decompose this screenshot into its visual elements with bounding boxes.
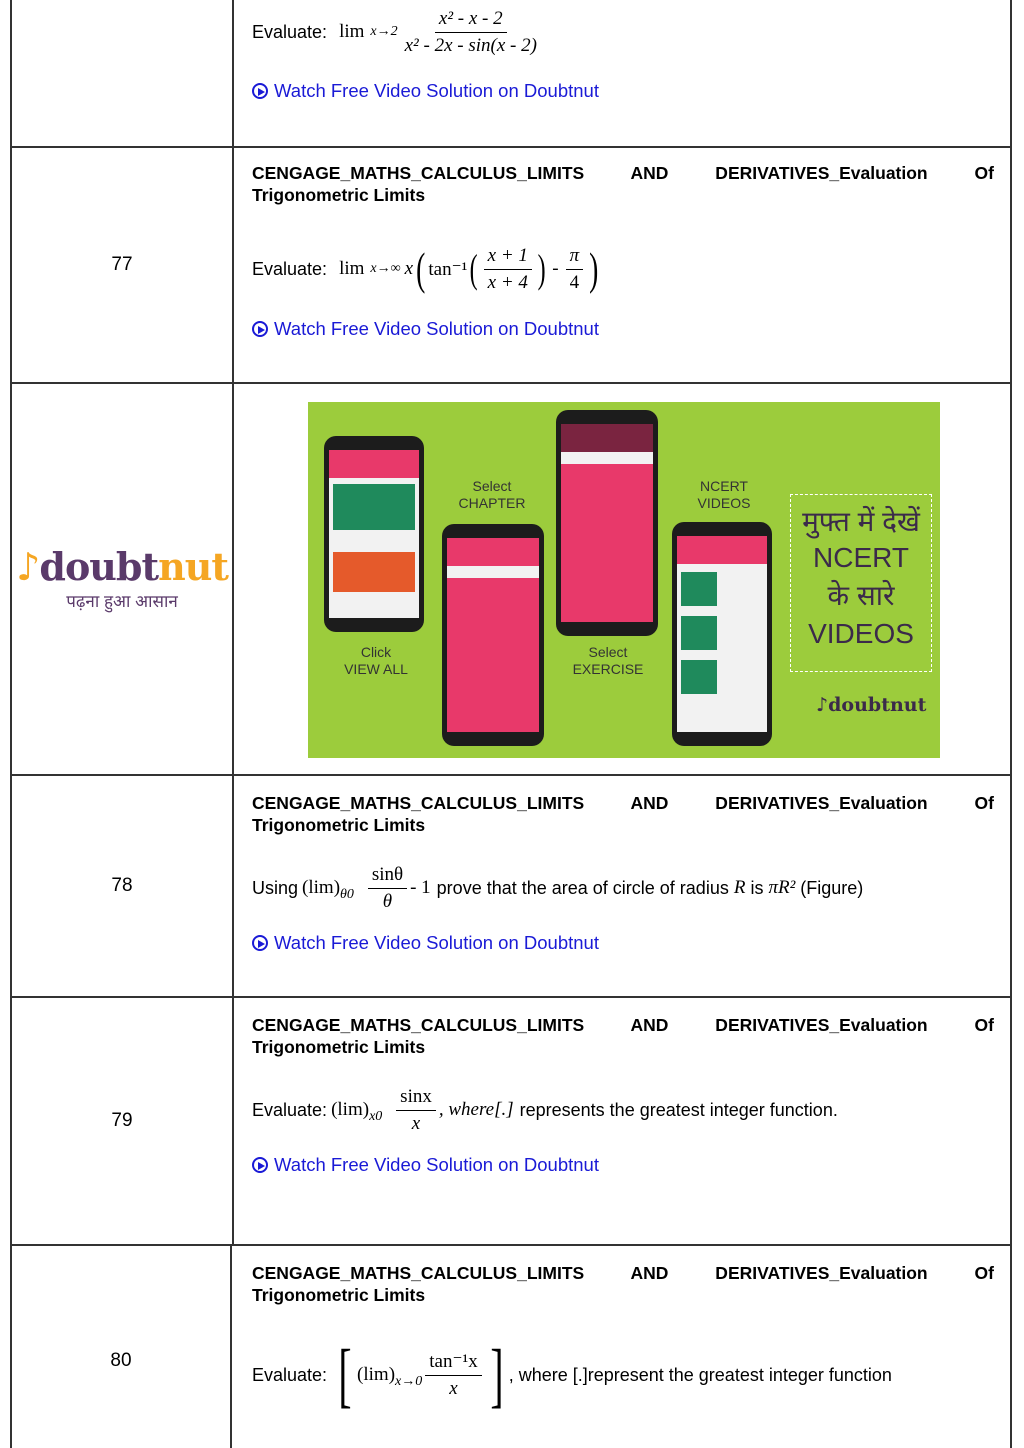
lim-symbol: (lim) xyxy=(331,1099,370,1120)
close-paren: ) xyxy=(589,243,599,294)
question-heading xyxy=(252,792,994,836)
watch-video-label: Watch Free Video Solution on Doubtnut xyxy=(274,80,599,101)
row-number: 78 xyxy=(12,776,234,996)
question-end: (Figure) xyxy=(800,877,864,898)
logo-d-icon: ♪ xyxy=(16,543,40,589)
label-chapter: CHAPTER xyxy=(458,495,526,511)
variable-x: x xyxy=(404,258,414,279)
fraction-denominator: θ xyxy=(382,890,393,912)
play-circle-icon xyxy=(252,83,268,99)
question-heading xyxy=(252,162,994,206)
lim-subscript: x→∞ xyxy=(370,261,401,276)
question-prefix: Evaluate: xyxy=(252,21,328,42)
table-row xyxy=(10,998,1012,1246)
hindi-line-2: NCERT xyxy=(813,542,909,573)
phone-exercise-mockup xyxy=(556,410,658,636)
label-exercise: EXERCISE xyxy=(572,661,644,677)
question-end: represents the greatest integer function. xyxy=(519,1099,838,1120)
pi-numerator: π xyxy=(566,245,584,270)
question-heading xyxy=(252,1262,994,1306)
watch-video-link[interactable] xyxy=(252,80,599,102)
fraction-numerator: tan⁻¹x xyxy=(425,1351,481,1376)
fraction-denominator: x xyxy=(411,1112,421,1134)
watch-video-label: Watch Free Video Solution on Doubtnut xyxy=(274,1154,599,1175)
lim-subscript: x→0 xyxy=(395,1374,423,1389)
ncert-promo-banner[interactable] xyxy=(308,402,940,758)
watch-video-link[interactable] xyxy=(252,1154,599,1176)
fraction-denominator: x + 4 xyxy=(487,271,528,293)
open-bracket: [ xyxy=(338,1335,352,1415)
label-click: Click xyxy=(360,644,392,660)
lim-symbol: (lim) xyxy=(357,1364,396,1385)
document-sheet xyxy=(10,0,1012,1448)
minus-one: - 1 xyxy=(410,877,431,898)
question-prefix: Evaluate: xyxy=(252,1364,328,1385)
row-number xyxy=(12,0,234,146)
question-text xyxy=(252,860,994,916)
lim-subscript: θ0⃗ xyxy=(340,887,365,902)
heading-line-1: CENGAGE_MATHS_CALCULUS_LIMITS AND DERIVATIVES_Evaluation Of xyxy=(252,1015,994,1035)
phone-library-mockup xyxy=(324,436,424,632)
label-videos: VIDEOS xyxy=(697,495,751,511)
area-formula: πR² xyxy=(768,877,796,898)
open-paren: ( xyxy=(416,243,426,294)
question-end: , where [.]represent the greatest integer function xyxy=(508,1364,892,1385)
tan-inverse: tan⁻¹ xyxy=(428,258,468,280)
question-text xyxy=(252,0,994,64)
fraction-numerator: sinx xyxy=(396,1086,436,1111)
banner-logo-d-icon: ♪ xyxy=(816,694,829,716)
row-number: 77 xyxy=(12,148,234,382)
close-bracket: ] xyxy=(490,1335,504,1415)
table-row xyxy=(10,776,1012,998)
lim-symbol: lim xyxy=(339,258,365,279)
question-prefix: Evaluate: xyxy=(252,1099,328,1120)
label-select-chapter-1: Select xyxy=(472,478,512,494)
row-number: 79 xyxy=(12,998,234,1244)
label-view-all: VIEW ALL xyxy=(344,661,408,677)
watch-video-link[interactable] xyxy=(252,932,599,954)
question-text xyxy=(252,1082,994,1138)
is-text: is xyxy=(750,877,764,898)
heading-line-2: Trigonometric Limits xyxy=(252,1285,426,1305)
phone-videos-mockup xyxy=(672,522,772,746)
watch-video-link[interactable] xyxy=(252,318,599,340)
lim-subscript: x→2 xyxy=(370,24,398,39)
fraction-denominator: x xyxy=(449,1377,458,1399)
hindi-promo-box xyxy=(790,494,932,672)
question-text xyxy=(252,234,994,304)
fraction-numerator: x² - x - 2 xyxy=(435,8,507,33)
heading-line-1: CENGAGE_MATHS_CALCULUS_LIMITS AND DERIVATIVES_Evaluation Of xyxy=(252,163,994,183)
fraction-denominator: x² - 2x - sin(x - 2) xyxy=(404,34,537,56)
minus-sign: - xyxy=(552,258,559,279)
banner-doubtnut-logo xyxy=(816,694,926,716)
label-select-exercise-1: Select xyxy=(588,644,628,660)
hindi-line-3: के सारे xyxy=(827,580,895,611)
banner-logo-text: doubtnut xyxy=(828,694,927,716)
play-circle-icon xyxy=(252,935,268,951)
heading-line-2: Trigonometric Limits xyxy=(252,1037,426,1057)
play-circle-icon xyxy=(252,1157,268,1173)
heading-line-2: Trigonometric Limits xyxy=(252,815,426,835)
question-heading xyxy=(252,1014,994,1058)
hindi-line-4: VIDEOS xyxy=(808,618,914,649)
phone-chapter-mockup xyxy=(442,524,544,746)
label-ncert: NCERT xyxy=(700,478,748,494)
where-text: , where[.] xyxy=(438,1099,514,1120)
fraction-numerator: sinθ xyxy=(368,864,407,889)
watch-video-label: Watch Free Video Solution on Doubtnut xyxy=(274,318,599,339)
lim-subscript: x0⃗ xyxy=(369,1109,394,1124)
heading-line-2: Trigonometric Limits xyxy=(252,185,426,205)
ad-row xyxy=(10,384,1012,776)
open-paren: ( xyxy=(469,246,478,291)
table-row xyxy=(10,0,1012,148)
heading-line-1: CENGAGE_MATHS_CALCULUS_LIMITS AND DERIVATIVES_Evaluation Of xyxy=(252,793,994,813)
fraction-numerator: x + 1 xyxy=(484,245,532,270)
question-text xyxy=(252,1335,994,1415)
hindi-line-1: मुफ्त में देखें xyxy=(802,506,920,537)
table-row xyxy=(10,1246,1012,1448)
lim-symbol: (lim) xyxy=(302,877,341,898)
radius-symbol: R xyxy=(733,877,746,898)
question-middle: prove that the area of circle of radius xyxy=(436,877,729,898)
pi-denominator: 4 xyxy=(569,271,580,293)
doubtnut-logo: ♪doubtnut पढ़ना हुआ आसान xyxy=(12,384,234,774)
table-row xyxy=(10,148,1012,384)
row-number: 80 xyxy=(12,1246,232,1448)
play-circle-icon xyxy=(252,321,268,337)
question-prefix: Evaluate: xyxy=(252,258,328,279)
heading-line-1: CENGAGE_MATHS_CALCULUS_LIMITS AND DERIVATIVES_Evaluation Of xyxy=(252,1263,994,1283)
question-prefix: Using xyxy=(252,877,299,898)
close-paren: ) xyxy=(537,246,546,291)
lim-symbol: lim xyxy=(339,21,365,42)
watch-video-label: Watch Free Video Solution on Doubtnut xyxy=(274,932,599,953)
logo-tagline: पढ़ना हुआ आसान xyxy=(66,591,178,611)
